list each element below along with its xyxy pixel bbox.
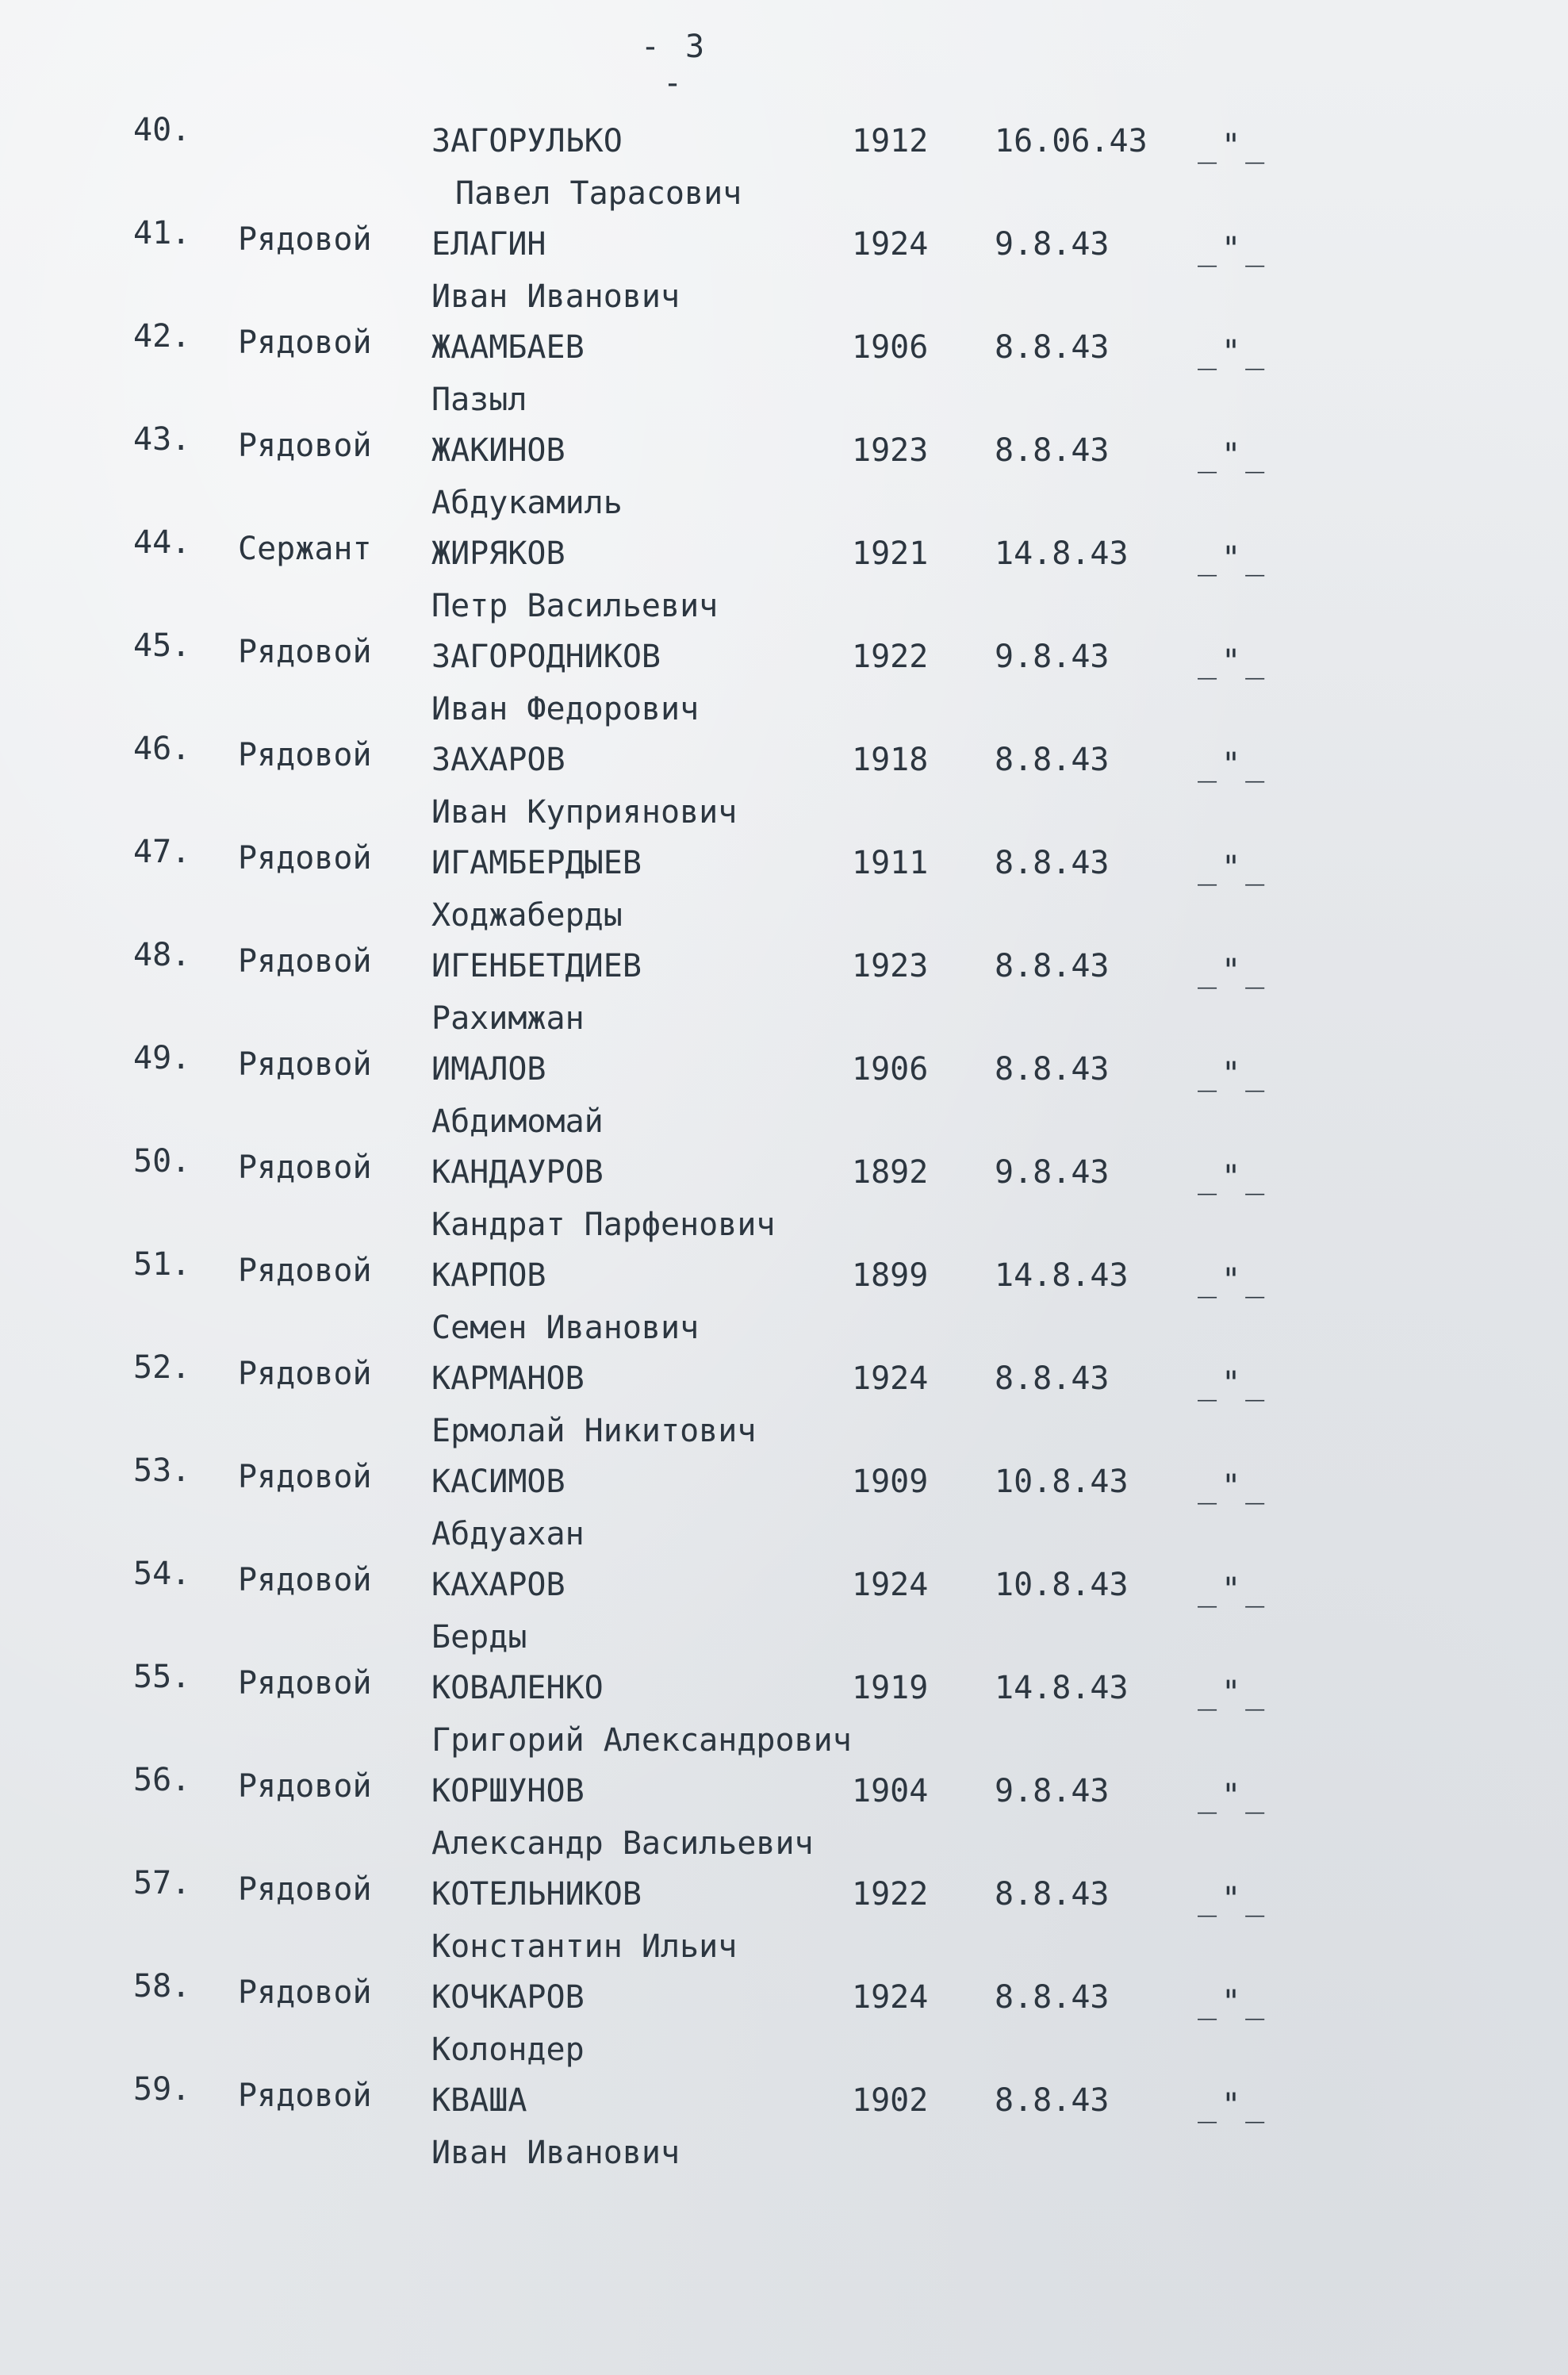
entry-date: 9.8.43 xyxy=(995,1154,1110,1191)
entry-surname: КОВАЛЕНКО xyxy=(431,1670,604,1706)
entry-birth-year: 1899 xyxy=(852,1257,929,1294)
entry-surname: КВАША xyxy=(431,2082,527,2119)
entry-date: 14.8.43 xyxy=(995,1670,1129,1706)
list-item xyxy=(0,1864,1568,1967)
entry-date: 16.06.43 xyxy=(995,123,1148,159)
entry-ditto-mark: _"_ xyxy=(1198,1778,1270,1814)
entry-birth-year: 1919 xyxy=(852,1670,929,1706)
entry-date: 9.8.43 xyxy=(995,1773,1110,1809)
entry-given-name: Константин Ильич xyxy=(431,1928,738,1965)
entry-rank: Рядовой xyxy=(238,840,372,877)
entry-birth-year: 1923 xyxy=(852,432,929,469)
entry-surname: ИГАМБЕРДЫЕВ xyxy=(431,845,642,881)
entry-surname: ЗАГОРУЛЬКО xyxy=(431,123,623,159)
entry-surname: ЖААМБАЕВ xyxy=(431,329,585,366)
entry-surname: КАРПОВ xyxy=(431,1257,546,1294)
entry-given-name: Иван Куприянович xyxy=(431,794,738,831)
entry-birth-year: 1892 xyxy=(852,1154,929,1191)
entry-surname: ИГЕНБЕТДИЕВ xyxy=(431,948,642,984)
entry-rank: Рядовой xyxy=(238,943,372,980)
entry-number: 49. xyxy=(133,1040,191,1076)
entry-ditto-mark: _"_ xyxy=(1198,128,1270,164)
entry-given-name: Ходжаберды xyxy=(431,897,623,934)
entry-birth-year: 1912 xyxy=(852,123,929,159)
entry-given-name: Берды xyxy=(431,1619,527,1656)
entry-surname: КАНДАУРОВ xyxy=(431,1154,604,1191)
entry-birth-year: 1906 xyxy=(852,1051,929,1088)
entry-surname: ЖИРЯКОВ xyxy=(431,535,565,572)
entry-birth-year: 1922 xyxy=(852,639,929,675)
entry-surname: КАСИМОВ xyxy=(431,1464,565,1500)
entry-ditto-mark: _"_ xyxy=(1198,1984,1270,2020)
entry-ditto-mark: _"_ xyxy=(1198,1262,1270,1299)
entry-given-name: Абдукамиль xyxy=(431,485,623,521)
entry-date: 10.8.43 xyxy=(995,1464,1129,1500)
entry-rank: Рядовой xyxy=(238,1562,372,1598)
entry-given-name: Абдуахан xyxy=(431,1516,585,1552)
entry-ditto-mark: _"_ xyxy=(1198,1675,1270,1711)
entry-given-name: Колондер xyxy=(431,2032,585,2068)
entry-date: 8.8.43 xyxy=(995,1979,1110,2016)
entry-birth-year: 1904 xyxy=(852,1773,929,1809)
entry-rank: Рядовой xyxy=(238,1974,372,2011)
entry-date: 8.8.43 xyxy=(995,742,1110,778)
entry-number: 44. xyxy=(133,524,191,561)
list-item xyxy=(0,1658,1568,1761)
entry-number: 57. xyxy=(133,1865,191,1901)
entry-rank: Рядовой xyxy=(238,737,372,773)
entry-ditto-mark: _"_ xyxy=(1198,1881,1270,1917)
entry-birth-year: 1924 xyxy=(852,1979,929,2016)
entry-rank: Сержант xyxy=(238,531,372,567)
list-item xyxy=(0,524,1568,627)
entry-ditto-mark: _"_ xyxy=(1198,1056,1270,1092)
list-item xyxy=(0,1452,1568,1555)
entry-given-name: Кандрат Парфенович xyxy=(431,1207,776,1243)
entry-date: 14.8.43 xyxy=(995,535,1129,572)
entry-number: 48. xyxy=(133,937,191,973)
entry-rank: Рядовой xyxy=(238,428,372,464)
entry-given-name: Рахимжан xyxy=(431,1000,585,1037)
entry-rank: Рядовой xyxy=(238,1665,372,1702)
entry-given-name: Пазыл xyxy=(431,382,527,418)
list-item xyxy=(0,111,1568,214)
list-item xyxy=(0,214,1568,317)
entry-number: 59. xyxy=(133,2071,191,2108)
entry-rank: Рядовой xyxy=(238,1356,372,1392)
entry-ditto-mark: _"_ xyxy=(1198,1159,1270,1195)
list-item xyxy=(0,317,1568,420)
entry-ditto-mark: _"_ xyxy=(1198,850,1270,886)
entry-rank: Рядовой xyxy=(238,324,372,361)
entry-surname: КОРШУНОВ xyxy=(431,1773,585,1809)
entry-surname: ЗАГОРОДНИКОВ xyxy=(431,639,661,675)
entry-number: 43. xyxy=(133,421,191,458)
entry-ditto-mark: _"_ xyxy=(1198,953,1270,989)
entry-date: 14.8.43 xyxy=(995,1257,1129,1294)
entry-ditto-mark: _"_ xyxy=(1198,746,1270,783)
entry-rank: Рядовой xyxy=(238,1046,372,1083)
entry-rank: Рядовой xyxy=(238,1459,372,1495)
entry-ditto-mark: _"_ xyxy=(1198,643,1270,680)
entry-surname: КОЧКАРОВ xyxy=(431,1979,585,2016)
list-item xyxy=(0,730,1568,833)
entry-given-name: Иван Федорович xyxy=(431,691,700,727)
list-item xyxy=(0,936,1568,1039)
entry-surname: ЕЛАГИН xyxy=(431,226,546,263)
entry-rank: Рядовой xyxy=(238,2078,372,2114)
entry-surname: ЗАХАРОВ xyxy=(431,742,565,778)
entry-birth-year: 1902 xyxy=(852,2082,929,2119)
entry-ditto-mark: _"_ xyxy=(1198,1365,1270,1402)
entry-number: 53. xyxy=(133,1452,191,1489)
entry-date: 8.8.43 xyxy=(995,948,1110,984)
entry-given-name: Семен Иванович xyxy=(431,1310,700,1346)
personnel-list xyxy=(0,111,1568,2174)
entry-birth-year: 1921 xyxy=(852,535,929,572)
entry-surname: КАРМАНОВ xyxy=(431,1360,585,1397)
entry-rank: Рядовой xyxy=(238,1149,372,1186)
entry-number: 47. xyxy=(133,834,191,870)
entry-ditto-mark: _"_ xyxy=(1198,2087,1270,2124)
page-number: - 3 - xyxy=(640,29,708,102)
entry-birth-year: 1923 xyxy=(852,948,929,984)
entry-rank: Рядовой xyxy=(238,221,372,258)
entry-given-name: Александр Васильевич xyxy=(431,1825,814,1862)
entry-number: 52. xyxy=(133,1349,191,1386)
entry-date: 8.8.43 xyxy=(995,1360,1110,1397)
entry-ditto-mark: _"_ xyxy=(1198,1468,1270,1505)
entry-surname: КАХАРОВ xyxy=(431,1567,565,1603)
entry-surname: ЖАКИНОВ xyxy=(431,432,565,469)
entry-birth-year: 1924 xyxy=(852,226,929,263)
list-item xyxy=(0,420,1568,524)
entry-number: 41. xyxy=(133,215,191,251)
entry-date: 8.8.43 xyxy=(995,1051,1110,1088)
entry-number: 42. xyxy=(133,318,191,355)
list-item xyxy=(0,1761,1568,1864)
entry-birth-year: 1924 xyxy=(852,1360,929,1397)
entry-number: 51. xyxy=(133,1246,191,1283)
entry-given-name: Иван Иванович xyxy=(431,278,680,315)
entry-number: 56. xyxy=(133,1762,191,1798)
list-item xyxy=(0,1142,1568,1245)
entry-rank: Рядовой xyxy=(238,1768,372,1805)
entry-number: 55. xyxy=(133,1659,191,1695)
entry-ditto-mark: _"_ xyxy=(1198,437,1270,474)
entry-given-name: Григорий Александрович xyxy=(431,1722,852,1759)
entry-given-name: Павел Тарасович xyxy=(455,175,742,212)
entry-birth-year: 1906 xyxy=(852,329,929,366)
entry-rank: Рядовой xyxy=(238,634,372,670)
entry-date: 8.8.43 xyxy=(995,432,1110,469)
entry-given-name: Ермолай Никитович xyxy=(431,1413,757,1449)
entry-date: 8.8.43 xyxy=(995,2082,1110,2119)
entry-date: 10.8.43 xyxy=(995,1567,1129,1603)
entry-birth-year: 1924 xyxy=(852,1567,929,1603)
list-item xyxy=(0,833,1568,936)
entry-number: 54. xyxy=(133,1556,191,1592)
entry-birth-year: 1911 xyxy=(852,845,929,881)
entry-surname: ИМАЛОВ xyxy=(431,1051,546,1088)
entry-ditto-mark: _"_ xyxy=(1198,540,1270,577)
list-item xyxy=(0,1245,1568,1349)
entry-date: 9.8.43 xyxy=(995,226,1110,263)
list-item xyxy=(0,1967,1568,2070)
entry-number: 50. xyxy=(133,1143,191,1180)
list-item xyxy=(0,1039,1568,1142)
entry-given-name: Иван Иванович xyxy=(431,2135,680,2171)
list-item xyxy=(0,2070,1568,2174)
entry-birth-year: 1922 xyxy=(852,1876,929,1913)
entry-birth-year: 1918 xyxy=(852,742,929,778)
entry-number: 58. xyxy=(133,1968,191,2005)
entry-rank: Рядовой xyxy=(238,1253,372,1289)
list-item xyxy=(0,1555,1568,1658)
entry-date: 9.8.43 xyxy=(995,639,1110,675)
entry-number: 45. xyxy=(133,627,191,664)
list-item xyxy=(0,627,1568,730)
entry-birth-year: 1909 xyxy=(852,1464,929,1500)
entry-given-name: Петр Васильевич xyxy=(431,588,719,624)
entry-date: 8.8.43 xyxy=(995,845,1110,881)
entry-given-name: Абдимомай xyxy=(431,1103,604,1140)
list-item xyxy=(0,1349,1568,1452)
entry-ditto-mark: _"_ xyxy=(1198,334,1270,370)
entry-date: 8.8.43 xyxy=(995,1876,1110,1913)
entry-ditto-mark: _"_ xyxy=(1198,1571,1270,1608)
entry-number: 40. xyxy=(133,112,191,148)
entry-date: 8.8.43 xyxy=(995,329,1110,366)
entry-rank: Рядовой xyxy=(238,1871,372,1908)
entry-number: 46. xyxy=(133,731,191,767)
entry-ditto-mark: _"_ xyxy=(1198,231,1270,267)
entry-surname: КОТЕЛЬНИКОВ xyxy=(431,1876,642,1913)
